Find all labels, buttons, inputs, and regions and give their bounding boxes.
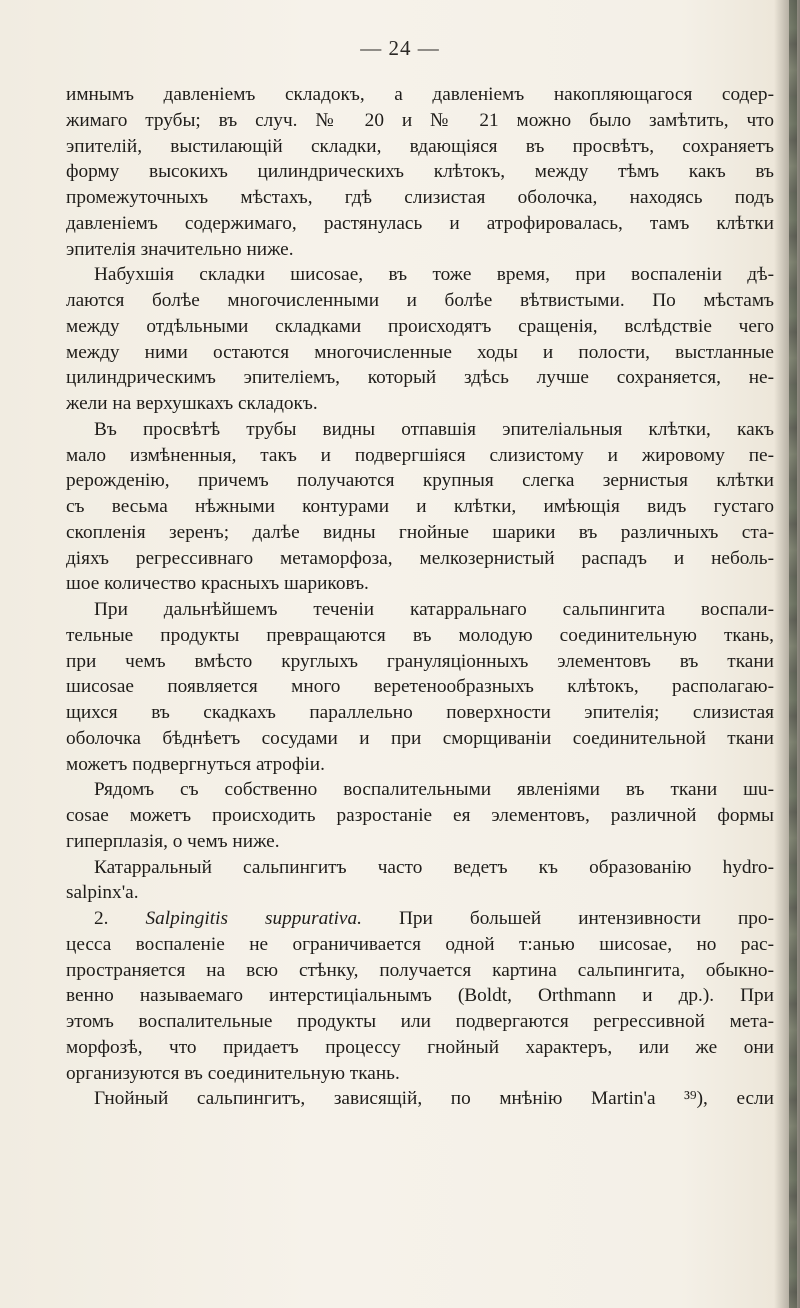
section-heading-italic: Salpingitis suppurativa.	[145, 908, 362, 929]
text-line: Гнойный сальпингитъ, зависящій, по мнѣнію Martin'a ³⁹), если	[94, 1088, 774, 1110]
text-line: мало измѣненныя, такъ и подвергшіяся слизистому и жировому пе-	[66, 444, 774, 466]
text-line: шисоѕае появляется много веретенообразныхъ клѣтокъ, располагаю-	[66, 676, 774, 698]
text-line: эпителій, выстилающій складки, вдающіяся въ просвѣтъ, сохраняетъ	[66, 135, 774, 157]
text-line: cosae можетъ происходить разростаніе ея элементовъ, различной формы	[66, 805, 774, 826]
text-line: между отдѣльными складками происходятъ сращенія, вслѣдствіе чего	[66, 315, 774, 337]
paragraph	[66, 855, 774, 907]
text-line: Набухшія складки шисоѕае, въ тоже время, при воспаленіи дѣ-	[94, 264, 774, 286]
text-line: діяхъ регрессивнаго метаморфоза, мелкозернистый распадъ и неболь-	[66, 547, 774, 569]
paragraph	[66, 597, 774, 777]
text-line: имнымъ давленіемъ складокъ, а давленіемъ накопляющагося содер-	[66, 84, 774, 105]
text-line: тельные продукты превращаются въ молодую соединительную ткань,	[66, 624, 774, 646]
text-line: пространяется на всю стѣнку, получается картина сальпингита, обыкно-	[66, 959, 774, 981]
text-line: съ весьма нѣжными контурами и клѣтки, имѣющія видъ густаго	[66, 496, 774, 517]
paragraph	[66, 777, 774, 854]
text-line: лаются болѣе многочисленными и болѣе вѣтвистыми. По мѣстамъ	[66, 290, 774, 311]
text-line: Рядомъ съ собственно воспалительными явленіями въ ткани шu-	[94, 779, 774, 801]
text-line: гиперплазія, о чемъ ниже.	[66, 830, 280, 852]
text-line: шое количество красныхъ шариковъ.	[66, 573, 369, 595]
text-line: щихся въ скадкахъ параллельно поверхности эпителія; слизистая	[66, 702, 774, 723]
text-line: скопленія зеренъ; далѣе видны гнойные шарики въ различныхъ ста-	[66, 521, 774, 543]
text-line: цилиндрическимъ эпителіемъ, который здѣсь лучше сохраняется, не-	[66, 367, 774, 389]
text-line: форму высокихъ цилиндрическихъ клѣтокъ, между тѣмъ какъ въ	[66, 161, 774, 183]
page-number: — 24 —	[360, 36, 440, 60]
text-line: Въ просвѣтѣ трубы видны отпавшія эпителіальныя клѣтки, какъ	[94, 418, 774, 440]
paragraph	[66, 82, 774, 262]
text-line: при чемъ вмѣсто круглыхъ грануляціонныхъ элементовъ въ ткани	[66, 650, 774, 672]
paragraph	[66, 1086, 774, 1112]
paragraph	[66, 417, 774, 597]
paragraph	[66, 906, 774, 1086]
text-line: цесса воспаленіе не ограничивается одной т:анью шисоѕае, но рас-	[66, 933, 774, 955]
text-line: морфозѣ, что придаетъ процессу гнойный характеръ, или же они	[66, 1036, 774, 1058]
text-line: организуются въ соединительную ткань.	[66, 1062, 400, 1084]
text-line: венно называемаго интерстиціальнымъ (Boldt, Orthmann и др.). При	[66, 985, 774, 1007]
text-line: жимаго трубы; въ случ. № 20 и № 21 можно было замѣтить, что	[66, 109, 774, 131]
text-line: между ними остаются многочисленные ходы и полости, выстланные	[66, 341, 774, 363]
text-line: промежуточныхъ мѣстахъ, гдѣ слизистая оболочка, находясь подъ	[66, 187, 774, 208]
body-text	[66, 82, 774, 1112]
text-line: 2. Salpingitis suppurativa. При большей интензивности про-	[94, 908, 774, 929]
text-line: эпителія значительно ниже.	[66, 238, 294, 260]
text-line: оболочка бѣднѣетъ сосудами и при сморщиваніи соединительной ткани	[66, 727, 774, 749]
text-line: Катарральный сальпингитъ часто ведетъ къ образованію hydro-	[94, 856, 774, 878]
text-line: этомъ воспалительные продукты или подвергаются регрессивной мета-	[66, 1011, 774, 1032]
text-line: жели на верхушкахъ складокъ.	[66, 393, 318, 414]
paragraph	[66, 262, 774, 417]
page-edge-strip	[789, 0, 797, 1308]
text-line: рерожденію, причемъ получаются крупныя слегка зернистыя клѣтки	[66, 470, 774, 492]
text-line: можетъ подвергнуться атрофіи.	[66, 753, 325, 775]
text-line: давленіемъ содержимаго, растянулась и атрофировалась, тамъ клѣтки	[66, 212, 774, 234]
text-line: При дальнѣйшемъ теченіи катарральнаго сальпингита воспали-	[94, 599, 774, 620]
text-line: salpinx'a.	[66, 882, 139, 904]
